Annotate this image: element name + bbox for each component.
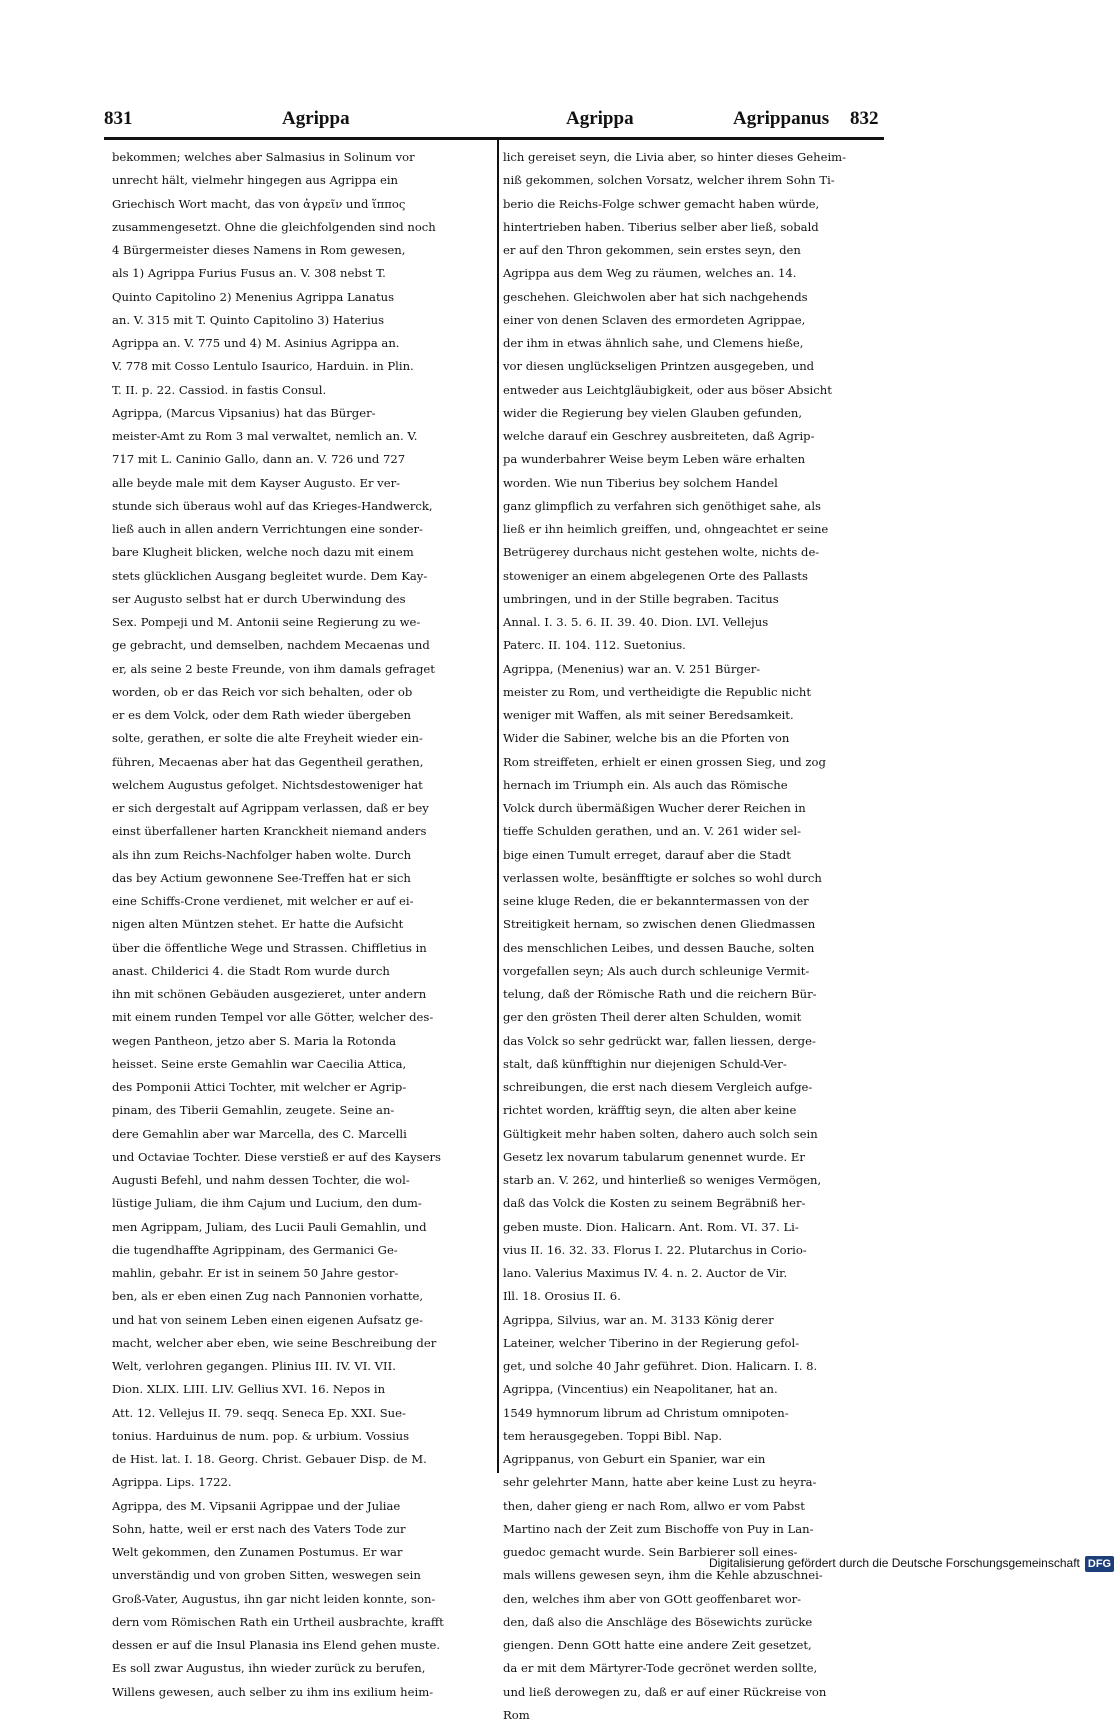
text-line: guedoc gemacht wurde. Sein Barbierer soll eines- — [503, 1545, 798, 1559]
text-line: Sex. Pompeji und M. Antonii seine Regierung zu we- — [112, 615, 421, 629]
text-line: welchem Augustus gefolget. Nichtsdestoweniger hat — [112, 777, 423, 792]
text-line: mahlin, gebahr. Er ist in seinem 50 Jahre gestor- — [112, 1266, 399, 1280]
text-line: meister zu Rom, und vertheidigte die Republic nicht — [503, 684, 812, 699]
text-line: verlassen wolte, besänfftigte er solches so wohl durch — [503, 870, 822, 885]
text-line: die tugendhaffte Agrippinam, des Germanici Ge- — [112, 1242, 398, 1257]
text-line: bige einen Tumult erreget, darauf aber die Stadt — [503, 847, 791, 862]
text-line: führen, Mecaenas aber hat das Gegentheil gerathen, — [112, 754, 424, 769]
text-line: ser Augusto selbst hat er durch Uberwindung des — [112, 591, 406, 606]
text-line: des Pomponii Attici Tochter, mit welcher er Agrip- — [112, 1080, 407, 1094]
text-line: ge gebracht, und demselben, nachdem Mecaenas und — [112, 638, 430, 653]
text-line: de Hist. lat. I. 18. Georg. Christ. Gebauer Disp. de M. — [112, 1452, 427, 1466]
text-line: entweder aus Leichtgläubigkeit, oder aus böser Absicht — [503, 382, 832, 397]
text-line: Ill. 18. Orosius II. 6. — [503, 1289, 621, 1304]
text-line: sehr gelehrter Mann, hatte aber keine Lust zu heyra- — [503, 1475, 817, 1490]
text-line: telung, daß der Römische Rath und die reichern Bür- — [503, 987, 817, 1001]
text-line: Gültigkeit mehr haben solten, dahero auch solch sein — [503, 1126, 818, 1141]
text-line: men Agrippam, Juliam, des Lucii Pauli Gemahlin, und — [112, 1219, 427, 1234]
text-line: vor diesen unglückseligen Printzen ausgegeben, und — [503, 359, 815, 374]
text-line: des menschlichen Leibes, und dessen Bauche, solten — [503, 940, 815, 955]
text-line: Augusti Befehl, und nahm dessen Tochter, die wol- — [112, 1173, 410, 1187]
text-line: starb an. V. 262, und hinterließ so weniges Vermögen, — [503, 1173, 822, 1187]
right-running-title: Agrippanus — [733, 108, 830, 129]
text-line: heisset. Seine erste Gemahlin war Caecilia Attica, — [112, 1056, 407, 1071]
text-line: als 1) Agrippa Furius Fusus an. V. 308 nebst T. — [112, 266, 386, 281]
center-running-title: Agrippa — [566, 108, 634, 129]
text-line: dessen er auf die Insul Planasia ins Elend gehen muste. — [112, 1638, 441, 1652]
text-line: welche darauf ein Geschrey ausbreiteten, daß Agrip- — [503, 429, 815, 443]
text-line: geben muste. Dion. Halicarn. Ant. Rom. VI. 37. Li- — [503, 1219, 799, 1234]
text-line: den, welches ihm aber von GOtt geoffenbaret wor- — [503, 1591, 802, 1606]
text-line: Wider die Sabiner, welche bis an die Pforten von — [503, 731, 790, 746]
text-line: das bey Actium gewonnene See-Treffen hat er sich — [112, 870, 411, 885]
text-line: er es dem Volck, oder dem Rath wieder übergeben — [112, 708, 411, 722]
text-line: und hat von seinem Leben einen eigenen Aufsatz ge- — [112, 1312, 423, 1327]
text-line: Willens gewesen, auch selber zu ihm ins exilium heim- — [112, 1684, 434, 1699]
text-line: Groß-Vater, Augustus, ihn gar nicht leiden konnte, son- — [112, 1591, 436, 1606]
text-line: er, als seine 2 beste Freunde, von ihm damals gefraget — [112, 661, 435, 676]
text-line: nigen alten Müntzen stehet. Er hatte die Aufsicht — [112, 917, 404, 932]
text-line: alle beyde male mit dem Kayser Augusto. Er ver- — [112, 475, 401, 490]
text-line: Quinto Capitolino 2) Menenius Agrippa Lanatus — [112, 289, 395, 304]
text-line: pinam, des Tiberii Gemahlin, zeugete. Seine an- — [112, 1103, 395, 1118]
text-line: zusammengesetzt. Ohne die gleichfolgenden sind noch — [112, 219, 436, 234]
text-line: stets glücklichen Ausgang begleitet wurde. Dem Kay- — [112, 568, 428, 583]
text-line: dere Gemahlin aber war Marcella, des C. Marcelli — [112, 1126, 407, 1141]
text-line: 4 Bürgermeister dieses Namens in Rom gewesen, — [112, 243, 406, 257]
left-column — [112, 146, 492, 1704]
text-line: ben, als er eben einen Zug nach Pannonien vorhatte, — [112, 1289, 424, 1304]
text-line: Agrippa aus dem Weg zu räumen, welches an. 14. — [503, 266, 797, 281]
text-line: tem herausgegeben. Toppi Bibl. Nap. — [503, 1428, 723, 1443]
text-line: das Volck so sehr gedrückt war, fallen liessen, derge- — [503, 1033, 816, 1048]
text-line: ganz glimpflich zu verfahren sich genöthiget sahe, als — [503, 498, 821, 513]
text-line: get, und solche 40 Jahr geführet. Dion. Halicarn. I. 8. — [503, 1359, 818, 1373]
text-line: eine Schiffs-Crone verdienet, mit welcher er auf ei- — [112, 894, 414, 908]
text-line: giengen. Denn GOtt hatte eine andere Zeit gesetzet, — [503, 1638, 812, 1652]
text-line: Betrügerey durchaus nicht gestehen wolte, nichts de- — [503, 545, 820, 560]
text-line: einer von denen Sclaven des ermordeten Agrippae, — [503, 312, 806, 327]
text-line: V. 778 mit Cosso Lentulo Isaurico, Harduin. in Plin. — [112, 359, 414, 374]
text-line: er sich dergestalt auf Agrippam verlassen, daß er bey — [112, 801, 429, 815]
text-line: Agrippa, (Marcus Vipsanius) hat das Bürger- — [112, 405, 376, 420]
text-line: then, daher gieng er nach Rom, allwo er vom Pabst — [503, 1498, 805, 1513]
text-line: hintertrieben haben. Tiberius selber aber ließ, sobald — [503, 219, 819, 234]
text-line: Annal. I. 3. 5. 6. II. 39. 40. Dion. LVI. Vellejus — [503, 615, 769, 629]
text-line: worden. Wie nun Tiberius bey solchem Handel — [503, 475, 778, 490]
header-rule — [104, 137, 884, 140]
text-line: Griechisch Wort macht, das von ἀγρεῖν und ἵππος — [112, 196, 406, 211]
text-line: bekommen; welches aber Salmasius in Solinum vor — [112, 150, 415, 164]
text-line: Es soll zwar Augustus, ihn wieder zurück zu berufen, — [112, 1661, 426, 1676]
text-line: umbringen, und in der Stille begraben. Tacitus — [503, 591, 779, 606]
text-line: Att. 12. Vellejus II. 79. seqq. Seneca Ep. XXI. Sue- — [112, 1405, 406, 1420]
text-line: Lateiner, welcher Tiberino in der Regierung gefol- — [503, 1335, 800, 1350]
text-line: lüstige Juliam, die ihm Cajum und Lucium, den dum- — [112, 1196, 422, 1211]
text-line: über die öffentliche Wege und Strassen. Chiffletius in — [112, 940, 427, 955]
text-line: 717 mit L. Caninio Gallo, dann an. V. 726 und 727 — [112, 452, 406, 467]
text-line: stalt, daß künfftighin nur diejenigen Schuld-Ver- — [503, 1056, 787, 1071]
right-column — [503, 146, 885, 1727]
text-line: der ihm in etwas ähnlich sahe, und Clemens hieße, — [503, 336, 804, 350]
text-line: hernach im Triumph ein. Als auch das Römische — [503, 777, 788, 792]
text-line: und ließ derowegen zu, daß er auf einer Rückreise von — [503, 1684, 827, 1699]
text-line: Agrippa an. V. 775 und 4) M. Asinius Agrippa an. — [112, 336, 400, 350]
column-divider — [497, 140, 499, 1473]
text-line: Rom — [503, 1707, 530, 1722]
text-line: und Octaviae Tochter. Diese verstieß er auf des Kaysers — [112, 1149, 441, 1164]
text-line: lano. Valerius Maximus IV. 4. n. 2. Auctor de Vir. — [503, 1266, 788, 1280]
text-line: Volck durch übermäßigen Wucher derer Reichen in — [503, 801, 806, 815]
text-line: tonius. Harduinus de num. pop. & urbium. Vossius — [112, 1428, 410, 1443]
text-line: als ihn zum Reichs-Nachfolger haben wolte. Durch — [112, 847, 412, 862]
text-line: weniger mit Waffen, als mit seiner Beredsamkeit. — [503, 708, 794, 722]
text-line: da er mit dem Märtyrer-Tode gecrönet werden sollte, — [503, 1661, 818, 1676]
text-line: vorgefallen seyn; Als auch durch schleunige Vermit- — [503, 963, 810, 978]
text-line: Rom streiffeten, erhielt er einen grossen Sieg, und zog — [503, 754, 826, 769]
text-line: anast. Childerici 4. die Stadt Rom wurde durch — [112, 963, 390, 978]
text-line: unverständig und von groben Sitten, weswegen sein — [112, 1568, 421, 1583]
text-line: Agrippa, Silvius, war an. M. 3133 König derer — [503, 1312, 774, 1327]
text-line: wegen Pantheon, jetzo aber S. Maria la Rotonda — [112, 1033, 396, 1048]
text-line: pa wunderbahrer Weise beym Leben wäre erhalten — [503, 452, 806, 467]
text-line: bare Klugheit blicken, welche noch dazu mit einem — [112, 545, 414, 560]
text-line: wider die Regierung bey vielen Glauben gefunden, — [503, 405, 803, 420]
right-page-number: 832 — [850, 108, 879, 129]
text-line: Martino nach der Zeit zum Bischoffe von Puy in Lan- — [503, 1521, 814, 1536]
text-line: Paterc. II. 104. 112. Suetonius. — [503, 638, 686, 653]
left-running-title: Agrippa — [282, 108, 350, 129]
dfg-logo: DFG — [1085, 1556, 1114, 1572]
text-line: T. II. p. 22. Cassiod. in fastis Consul. — [112, 382, 327, 397]
text-line: Streitigkeit hernam, so zwischen denen Gliedmassen — [503, 917, 816, 932]
text-line: unrecht hält, vielmehr hingegen aus Agrippa ein — [112, 173, 399, 188]
text-line: dern vom Römischen Rath ein Urtheil ausbrachte, krafft — [112, 1614, 444, 1629]
text-line: niß gekommen, solchen Vorsatz, welcher ihrem Sohn Ti- — [503, 173, 835, 188]
text-line: seine kluge Reden, die er bekanntermassen von der — [503, 894, 809, 908]
text-line: Agrippa. Lips. 1722. — [112, 1475, 232, 1490]
text-line: an. V. 315 mit T. Quinto Capitolino 3) Haterius — [112, 312, 385, 327]
text-line: vius II. 16. 32. 33. Florus I. 22. Plutarchus in Corio- — [503, 1242, 807, 1257]
text-line: daß das Volck die Kosten zu seinem Begräbniß her- — [503, 1196, 806, 1211]
credit-text: Digitalisierung gefördert durch die Deutsche Forschungsgemeinschaft — [709, 1556, 1080, 1570]
text-line: Dion. XLIX. LIII. LIV. Gellius XVI. 16. Nepos in — [112, 1382, 386, 1397]
text-line: Welt gekommen, den Zunamen Postumus. Er war — [112, 1545, 403, 1559]
text-line: berio die Reichs-Folge schwer gemacht haben würde, — [503, 196, 820, 211]
text-line: stoweniger an einem abgelegenen Orte des Pallasts — [503, 568, 808, 583]
text-line: stunde sich überaus wohl auf das Krieges-Handwerck, — [112, 498, 433, 513]
text-line: worden, ob er das Reich vor sich behalten, oder ob — [112, 684, 413, 699]
text-line: Sohn, hatte, weil er erst nach des Vaters Tode zur — [112, 1521, 406, 1536]
digitization-credit — [709, 1556, 1114, 1572]
text-line: ließ auch in allen andern Verrichtungen eine sonder- — [112, 522, 423, 536]
text-line: Gesetz lex novarum tabularum genennet wurde. Er — [503, 1149, 805, 1164]
text-line: einst überfallener harten Kranckheit niemand anders — [112, 824, 427, 839]
text-line: den, daß also die Anschläge des Bösewichts zurücke — [503, 1614, 813, 1629]
text-line: Agrippa, des M. Vipsanii Agrippae und der Juliae — [112, 1498, 401, 1513]
text-line: ihn mit schönen Gebäuden ausgezieret, unter andern — [112, 987, 427, 1001]
text-line: Welt, verlohren gegangen. Plinius III. IV. VI. VII. — [112, 1359, 396, 1373]
text-line: solte, gerathen, er solte die alte Freyheit wieder ein- — [112, 731, 423, 746]
text-line: mit einem runden Tempel vor alle Götter, welcher des- — [112, 1010, 434, 1025]
text-line: Agrippa, (Vincentius) ein Neapolitaner, hat an. — [503, 1382, 778, 1397]
text-line: mals willens gewesen seyn, ihm die Kehle abzuschnei- — [503, 1568, 823, 1583]
text-line: richtet worden, kräfftig seyn, die alten aber keine — [503, 1103, 797, 1118]
left-page-number: 831 — [104, 108, 133, 129]
text-line: 1549 hymnorum librum ad Christum omnipoten- — [503, 1405, 789, 1420]
text-line: Agrippa, (Menenius) war an. V. 251 Bürger- — [503, 661, 761, 676]
text-line: er auf den Thron gekommen, sein erstes seyn, den — [503, 243, 801, 257]
text-line: schreibungen, die erst nach diesem Vergleich aufge- — [503, 1080, 813, 1094]
text-line: ger den grösten Theil derer alten Schulden, womit — [503, 1010, 802, 1025]
text-line: meister-Amt zu Rom 3 mal verwaltet, nemlich an. V. — [112, 429, 418, 443]
text-line: geschehen. Gleichwolen aber hat sich nachgehends — [503, 289, 808, 304]
text-line: macht, welcher aber eben, wie seine Beschreibung der — [112, 1335, 437, 1350]
text-line: lich gereiset seyn, die Livia aber, so hinter dieses Geheim- — [503, 150, 847, 164]
text-line: Agrippanus, von Geburt ein Spanier, war ein — [503, 1452, 766, 1466]
text-line: ließ er ihn heimlich greiffen, und, ohngeachtet er seine — [503, 522, 829, 536]
text-line: tieffe Schulden gerathen, und an. V. 261 wider sel- — [503, 824, 801, 839]
